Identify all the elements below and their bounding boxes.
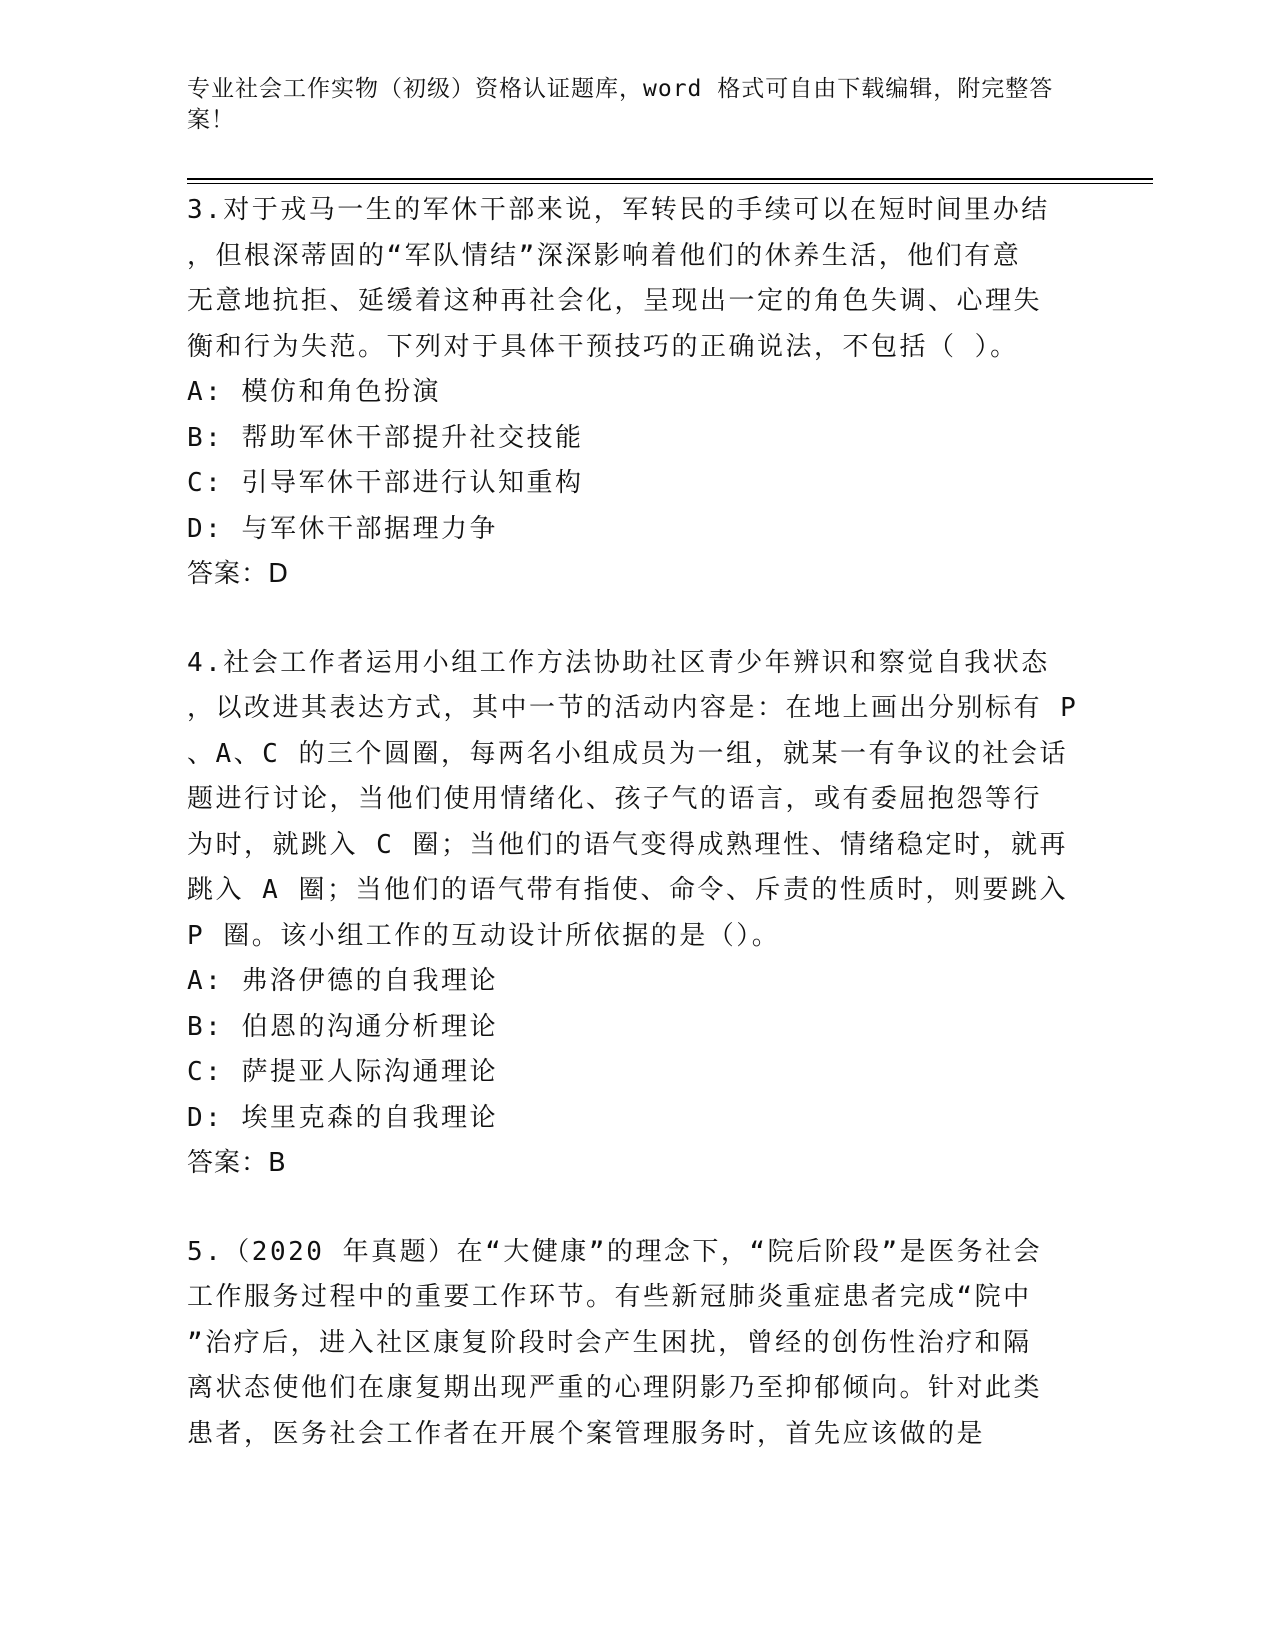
- option-a: A: 弗洛伊德的自我理论: [187, 966, 498, 996]
- document-header: 专业社会工作实物（初级）资格认证题库，word 格式可自由下载编辑，附完整答案！: [187, 76, 1054, 133]
- question-stem: 3.对于戎马一生的军休干部来说，军转民的手续可以在短时间里办结 ，但根深蒂固的“军队情结”深深影响着他们的休养生活，他们有意 无意地抗拒、延缓着这种再社会化，呈现出一定的角色失调、心理失 衡和行为失范。下列对于具体干预技巧的正确说法，不包括（ ）。: [187, 195, 1050, 362]
- question-stem: 4.社会工作者运用小组工作方法协助社区青少年辨识和察觉自我状态 ，以改进其表达方式，其中一节的活动内容是：在地上画出分别标有 P 、A、C 的三个圆圈，每两名小组成员为一组，就某一有争议的社会话 题进行讨论，当他们使用情绪化、孩子气的语言，或有委屈抱怨等行 为时，就跳入 C 圈；当他们的语气变得成熟理性、情绪稳定时，就再 跳入 A 圈；当他们的语气带有指使、命令、斥责的性质时，则要跳入 P 圈。该小组工作的互动设计所依据的是（）。: [187, 647, 1079, 951]
- option-d: D: 与军休干部据理力争: [187, 513, 498, 544]
- question-5: [187, 1230, 1087, 1458]
- question-4: [187, 641, 1087, 1187]
- answer-label: 答案：B: [187, 1148, 287, 1178]
- option-a: A: 模仿和角色扮演: [187, 377, 441, 407]
- option-b: B: 帮助军休干部提升社交技能: [187, 422, 584, 453]
- option-d: D: 埃里克森的自我理论: [187, 1102, 498, 1133]
- option-c: C: 萨提亚人际沟通理论: [187, 1057, 498, 1087]
- answer-label: 答案：D: [187, 559, 290, 589]
- question-list: [187, 188, 1087, 1500]
- option-c: C: 引导军休干部进行认知重构: [187, 468, 584, 498]
- header-divider-thin: [187, 183, 1153, 184]
- header-divider-thick: [187, 178, 1153, 180]
- option-b: B: 伯恩的沟通分析理论: [187, 1011, 498, 1042]
- question-stem: 5.（2020 年真题）在“大健康”的理念下，“院后阶段”是医务社会 工作服务过程中的重要工作环节。有些新冠肺炎重症患者完成“院中 ”治疗后，进入社区康复阶段时会产生困扰，曾经的创伤性治疗和隔 离状态使他们在康复期出现严重的心理阴影乃至抑郁倾向。针对此类 患者，医务社会工作者在开展个案管理服务时，首先应该做的是: [187, 1236, 1043, 1449]
- question-3: [187, 188, 1087, 598]
